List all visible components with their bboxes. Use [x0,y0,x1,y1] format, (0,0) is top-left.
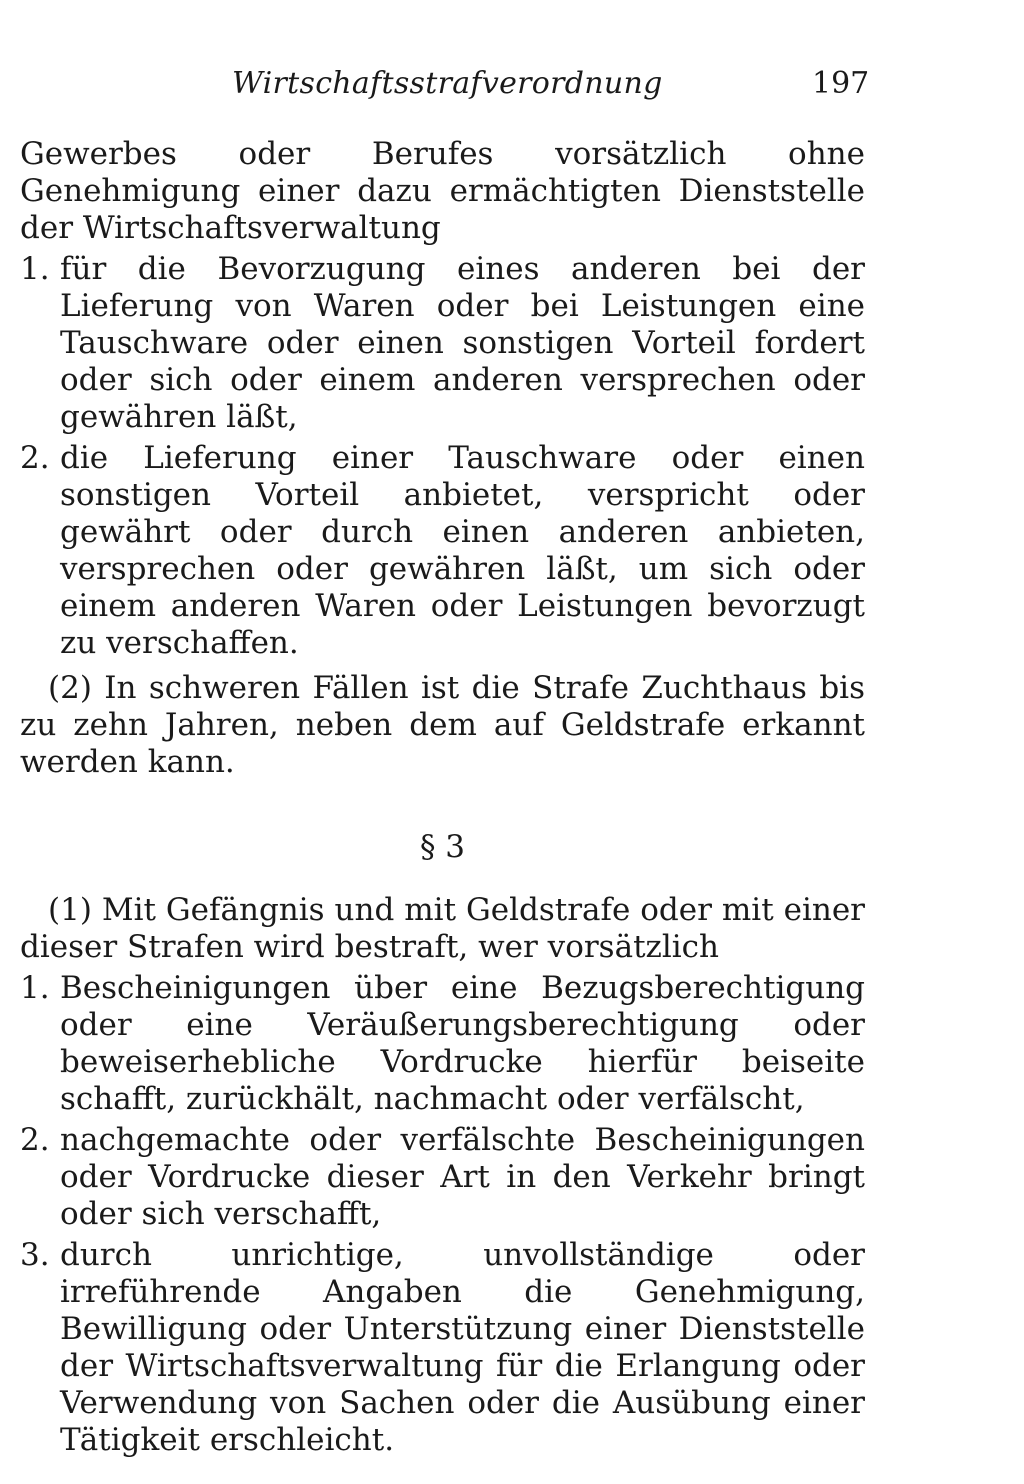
list-item [20,1237,865,1459]
list-number: 2. [20,1122,50,1158]
section-paragraph-1: (1) Mit Gefängnis und mit Geldstrafe oder mit einer dieser Strafen wird bestraft, wer vorsätzlich [20,892,865,965]
list-number: 2. [20,440,50,476]
list-item [20,970,865,1118]
list-text: nachgemachte oder verfälschte Bescheinigungen oder Vordrucke dieser Art in den Verkehr bringt oder sich verschafft, [60,1122,865,1232]
list-number: 3. [20,1237,50,1273]
running-header [0,66,1024,112]
list-number: 1. [20,251,50,287]
page-number: 197 [812,66,870,101]
list-item [20,251,865,436]
list-text: für die Bevorzugung eines anderen bei der Lieferung von Waren oder bei Leistungen eine Tauschware oder einen sonstigen Vorteil fordert oder sich oder einem anderen versprechen oder gewähren läßt, [60,251,865,435]
list-item [20,440,865,662]
list-text: durch unrichtige, unvollständige oder irreführende Angaben die Genehmigung, Bewilligung oder Unterstützung einer Dienststelle der Wirtschaftsverwaltung für die Erlangung oder Verwendung von Sachen oder die Ausübung einer Tätigkeit erschleicht. [60,1237,865,1458]
section-heading: § 3 [419,829,466,865]
list-text: die Lieferung einer Tauschware oder einen sonstigen Vorteil anbietet, verspricht oder gewährt oder durch einen anderen anbieten, versprechen oder gewähren läßt, um sich oder einem anderen Waren oder Leistungen bevorzugt zu verschaffen. [60,440,865,661]
page-body [20,136,865,1459]
list-item [20,1122,865,1233]
list-number: 1. [20,970,50,1006]
continued-paragraph: Gewerbes oder Berufes vorsätzlich ohne Genehmigung einer dazu ermächtigten Dienststelle der Wirtschaftsverwaltung [20,136,865,246]
paragraph-2: (2) In schweren Fällen ist die Strafe Zuchthaus bis zu zehn Jahren, neben dem auf Geldstrafe erkannt werden kann. [20,670,865,780]
list-text: Bescheinigungen über eine Bezugsberechtigung oder eine Veräußerungsberechtigung oder beweiserhebliche Vordrucke hierfür beiseite schafft, zurückhält, nachmacht oder verfälscht, [60,970,865,1117]
running-title: Wirtschaftsstrafverordnung [232,66,663,101]
